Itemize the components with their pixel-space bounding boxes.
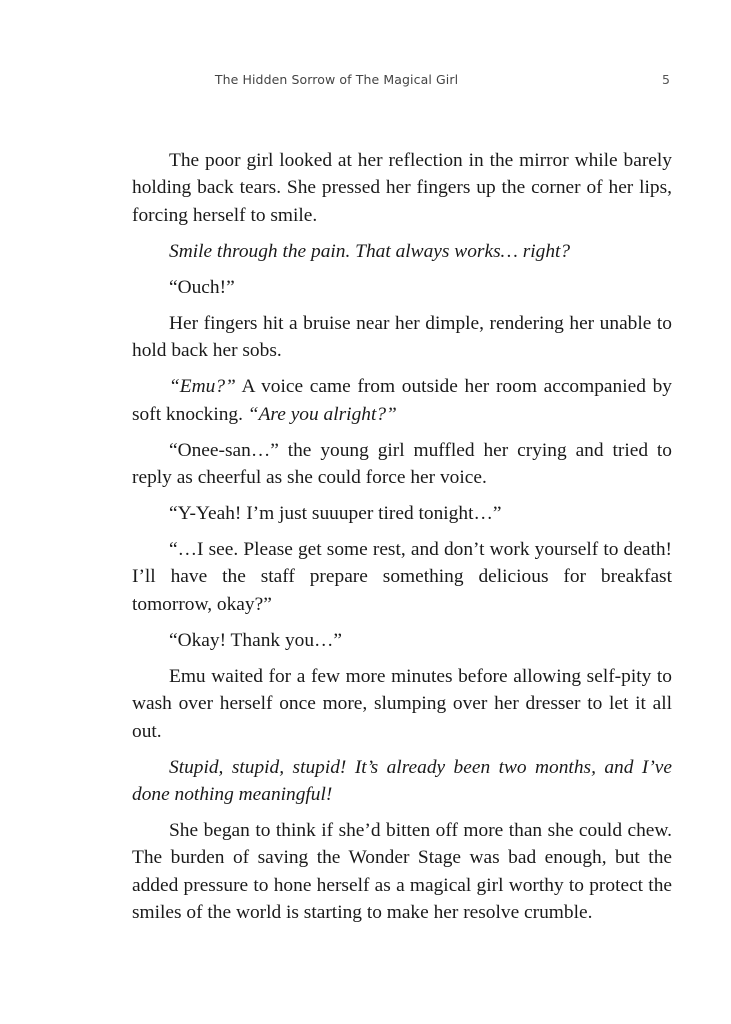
paragraph bbox=[132, 754, 672, 809]
paragraph bbox=[132, 373, 672, 428]
text-segment: Emu waited for a few more minutes before allowing self-pity to wash over herself once more, slumping over her dresser to let it all out. bbox=[132, 665, 672, 742]
text-segment: “Ouch!” bbox=[169, 276, 235, 298]
text-segment: “Onee-san…” the young girl muffled her crying and tried to reply as cheerful as she could force her voice. bbox=[132, 439, 672, 489]
paragraph bbox=[132, 310, 672, 365]
paragraph bbox=[132, 663, 672, 745]
paragraph bbox=[132, 147, 672, 229]
paragraph bbox=[132, 536, 672, 618]
italic-text: “Are you alright?” bbox=[247, 403, 397, 425]
paragraph bbox=[132, 437, 672, 492]
text-segment: “Okay! Thank you…” bbox=[169, 629, 343, 651]
text-segment: She began to think if she’d bitten off more than she could chew. The burden of saving the Wonder Stage was bad enough, but the added pressure to hone herself as a magical girl worthy to protect the smiles of the world is starting to make her resolve crumble. bbox=[132, 820, 672, 924]
paragraph bbox=[132, 817, 672, 927]
text-segment: “Y-Yeah! I’m just suuuper tired tonight…” bbox=[169, 503, 502, 525]
paragraph bbox=[132, 627, 672, 654]
text-segment: Her fingers hit a bruise near her dimple, rendering her unable to hold back her sobs. bbox=[132, 312, 672, 362]
italic-text: “Emu?” bbox=[169, 376, 236, 398]
running-head-title: The Hidden Sorrow of The Magical Girl bbox=[214, 72, 459, 87]
italic-text: Stupid, stupid, stupid! It’s already been two months, and I’ve done nothing meaningful! bbox=[132, 756, 672, 806]
text-segment: “…I see. Please get some rest, and don’t work yourself to death! I’ll have the staff prepare something delicious for breakfast tomorrow, okay?” bbox=[132, 539, 672, 615]
paragraph bbox=[132, 238, 672, 265]
paragraph bbox=[132, 274, 672, 301]
italic-text: Smile through the pain. That always works… right? bbox=[169, 240, 571, 262]
page-number: 5 bbox=[662, 72, 670, 87]
paragraph bbox=[132, 500, 672, 527]
text-segment: A voice came from outside her room accompanied by soft knocking. bbox=[132, 376, 672, 425]
body-text bbox=[132, 147, 672, 935]
text-segment: The poor girl looked at her reflection in the mirror while barely holding back tears. She pressed her fingers up the corner of her lips, forcing herself to smile. bbox=[132, 150, 672, 226]
